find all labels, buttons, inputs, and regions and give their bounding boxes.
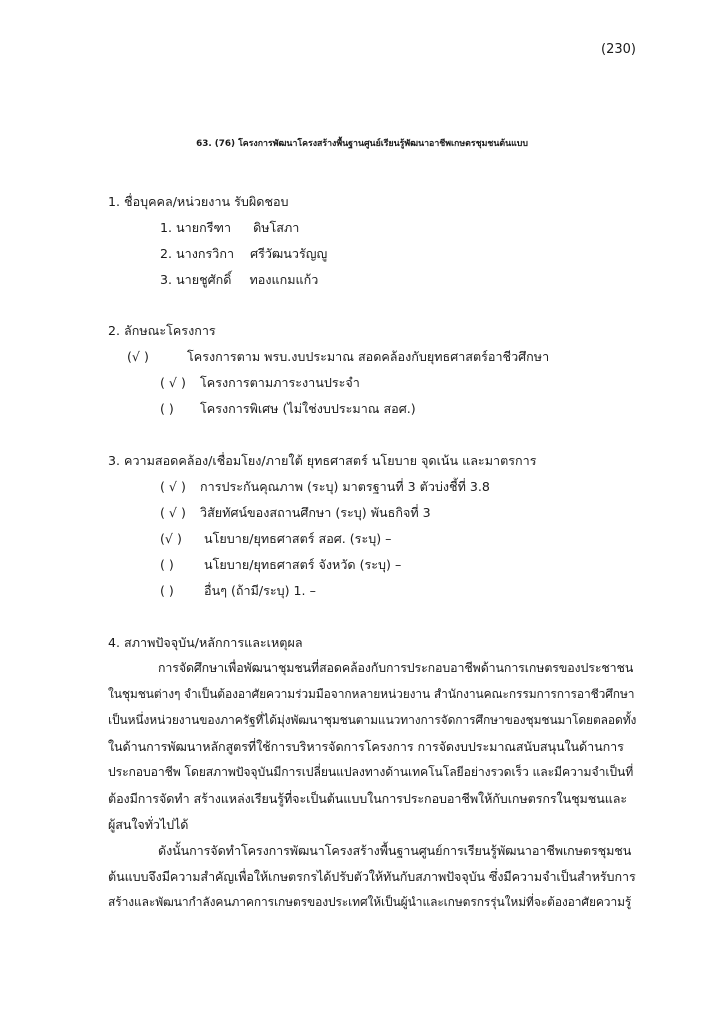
section3-heading: 3. ความสอดคล้อง/เชื่อมโยง/ภายใต้ ยุทธศาสตร์ นโยบาย จุดเน้น และมาตรการ: [108, 453, 537, 468]
alignment-text: นโยบาย/ยุทธศาสตร์ จังหวัด (ระบุ) –: [204, 557, 402, 572]
alignment-item-1: [160, 477, 490, 497]
person-first-name: นางกรวิกา: [176, 246, 235, 261]
alignment-text: อื่นๆ (ถ้ามี/ระบุ) 1. –: [204, 583, 316, 598]
responsible-person-2: [160, 244, 327, 264]
person-first-name: นายกรีฑา: [176, 220, 232, 235]
paragraph-line: ผู้สนใจทั่วไปได้: [108, 817, 189, 832]
checkbox-mark: ( ): [160, 401, 174, 416]
paragraph-line: เป็นหนึ่งหน่วยงานของภาครัฐที่ได้มุ่งพัฒนาชุมชนตามแนวทางการจัดการศึกษาของชุมชนมาโดยตลอดทั้ง: [108, 713, 637, 727]
responsible-person-3: [160, 270, 318, 290]
alignment-item-3: [160, 529, 391, 549]
project-type-text: โครงการตามภาระงานประจำ: [200, 375, 360, 390]
project-type-item-1: [127, 347, 549, 367]
alignment-text: การประกันคุณภาพ (ระบุ) มาตรฐานที่ 3 ตัวบ่งชี้ที่ 3.8: [200, 479, 490, 494]
section4-heading: 4. สภาพปัจจุบัน/หลักการและเหตุผล: [108, 635, 303, 650]
alignment-text: นโยบาย/ยุทธศาสตร์ สอศ. (ระบุ) –: [204, 531, 392, 546]
paragraph-line: ต้องมีการจัดทำ สร้างแหล่งเรียนรู้ที่จะเป็นต้นแบบในการประกอบอาชีพให้กับเกษตรกรในชุมชนและ: [108, 791, 628, 806]
project-type-text: โครงการพิเศษ (ไม่ใช่งบประมาณ สอศ.): [200, 401, 416, 416]
paragraph-line: ในด้านการพัฒนาหลักสูตรที่ใช้การบริหารจัดการโครงการ การจัดงบประมาณสนับสนุนในด้านการ: [108, 739, 624, 754]
person-number: 3.: [160, 272, 173, 287]
paragraph-line: สร้างและพัฒนากำลังคนภาคการเกษตรของประเทศให้เป็นผู้นำและเกษตรกรรุ่นใหม่ที่จะต้องอาศัยความรู้: [108, 895, 632, 909]
paragraph-line: ต้นแบบจึงมีความสำคัญเพื่อให้เกษตรกรได้ปรับตัวให้ทันกับสภาพปัจจุบัน ซึ่งมีความจำเป็นสำหรับการ: [108, 869, 636, 884]
checkbox-mark: ( √ ): [160, 479, 186, 494]
alignment-item-5: [160, 581, 316, 601]
person-last-name: ทองแกมแก้ว: [249, 272, 319, 287]
project-type-text: โครงการตาม พรบ.งบประมาณ สอดคล้องกับยุทธศาสตร์อาชีวศึกษา: [187, 349, 550, 364]
person-last-name: ดิษโสภา: [253, 220, 300, 235]
paragraph-line: ดังนั้นการจัดทำโครงการพัฒนาโครงสร้างพื้นฐานศูนย์การเรียนรู้พัฒนาอาชีพเกษตรชุมชน: [158, 843, 632, 858]
alignment-item-4: [160, 555, 401, 575]
paragraph-line: การจัดศึกษาเพื่อพัฒนาชุมชนที่สอดคล้องกับการประกอบอาชีพด้านการเกษตรของประชาชน: [158, 660, 634, 675]
checkbox-mark: ( √ ): [160, 505, 186, 520]
project-type-item-3: [160, 399, 416, 419]
checkbox-mark: (√ ): [127, 349, 149, 364]
paragraph-line: ในชุมชนต่างๆ จำเป็นต้องอาศัยความร่วมมือจากหลายหน่วยงาน สำนักงานคณะกรรมการการอาชีวศึกษา: [108, 687, 635, 701]
checkbox-mark: ( √ ): [160, 375, 186, 390]
alignment-item-2: [160, 503, 431, 523]
page-number: (230): [601, 42, 636, 57]
section1-heading: 1. ชื่อบุคคล/หน่วยงาน รับผิดชอบ: [108, 194, 289, 209]
section2-heading: 2. ลักษณะโครงการ: [108, 323, 216, 338]
project-title: 63. (76) โครงการพัฒนาโครงสร้างพื้นฐานศูนย์เรียนรู้พัฒนาอาชีพเกษตรชุมชนต้นแบบ: [196, 139, 528, 149]
alignment-text: วิสัยทัศน์ของสถานศึกษา (ระบุ) พันธกิจที่ 3: [200, 505, 431, 520]
person-last-name: ศรีวัฒนวรัญญู: [250, 246, 328, 261]
paragraph-line: ประกอบอาชีพ โดยสภาพปัจจุบันมีการเปลี่ยนแปลงทางด้านเทคโนโลยีอย่างรวดเร็ว และมีความจำเป็นที่: [108, 765, 634, 779]
checkbox-mark: ( ): [160, 583, 174, 598]
project-type-item-2: [160, 373, 360, 393]
checkbox-mark: (√ ): [160, 531, 182, 546]
checkbox-mark: ( ): [160, 557, 174, 572]
person-first-name: นายชูศักดิ์: [176, 272, 232, 287]
person-number: 2.: [160, 246, 173, 261]
person-number: 1.: [160, 220, 173, 235]
responsible-person-1: [160, 218, 299, 238]
